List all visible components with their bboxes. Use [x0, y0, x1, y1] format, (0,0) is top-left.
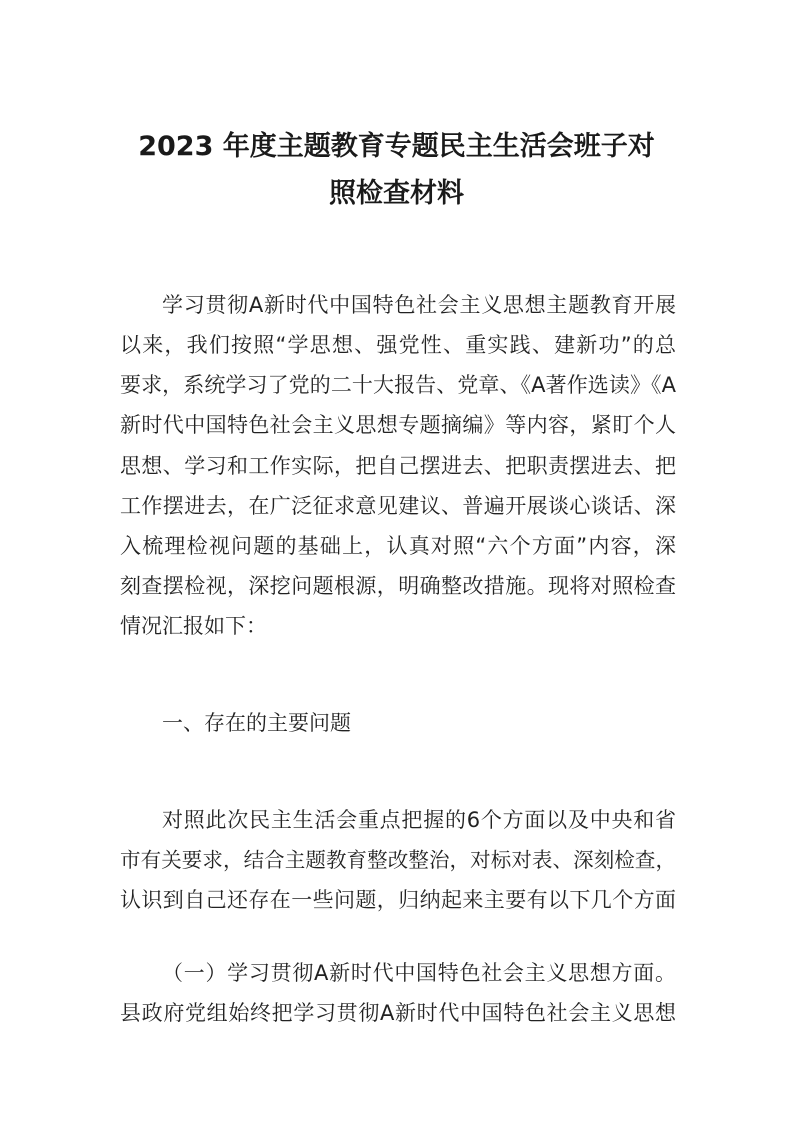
paragraph-line: 以来，我们按照“学思想、强党性、重实践、建新功”的总 — [120, 333, 676, 357]
paragraph-line: 情况汇报如下： — [120, 614, 267, 638]
paragraph-line: 刻查摆检视，深挖问题根源，明确整改措施。现将对照检查 — [120, 574, 676, 598]
paragraph-line: 认识到自己还存在一些问题，归纳起来主要有以下几个方面 — [120, 888, 676, 912]
paragraph-line: 工作摆进去，在广泛征求意见建议、普遍开展谈心谈话、深 — [120, 494, 676, 518]
paragraph-line: 要求，系统学习了党的二十大报告、党章、《A著作选读》《A — [120, 373, 676, 397]
paragraph-line: 入梳理检视问题的基础上，认真对照“六个方面”内容，深 — [120, 534, 676, 558]
document-title-line-2: 照检查材料 — [329, 178, 464, 209]
paragraph-line: 思想、学习和工作实际，把自己摆进去、把职责摆进去、把 — [120, 454, 676, 478]
paragraph-line: 对照此次民主生活会重点把握的6个方面以及中央和省 — [162, 808, 676, 832]
document-title-line-1: 2023 年度主题教育专题民主生活会班子对 — [138, 131, 655, 162]
paragraph-line: 县政府党组始终把学习贯彻A新时代中国特色社会主义思想 — [120, 1001, 676, 1025]
paragraph-line: 市有关要求，结合主题教育整改整治，对标对表、深刻检查， — [120, 848, 676, 872]
paragraph-line: 学习贯彻A新时代中国特色社会主义思想主题教育开展 — [162, 293, 676, 317]
section-heading: 一、存在的主要问题 — [162, 711, 351, 735]
subsection-heading: （一）学习贯彻A新时代中国特色社会主义思想方面。 — [162, 961, 676, 985]
paragraph-line: 新时代中国特色社会主义思想专题摘编》等内容，紧盯个人 — [120, 413, 676, 437]
